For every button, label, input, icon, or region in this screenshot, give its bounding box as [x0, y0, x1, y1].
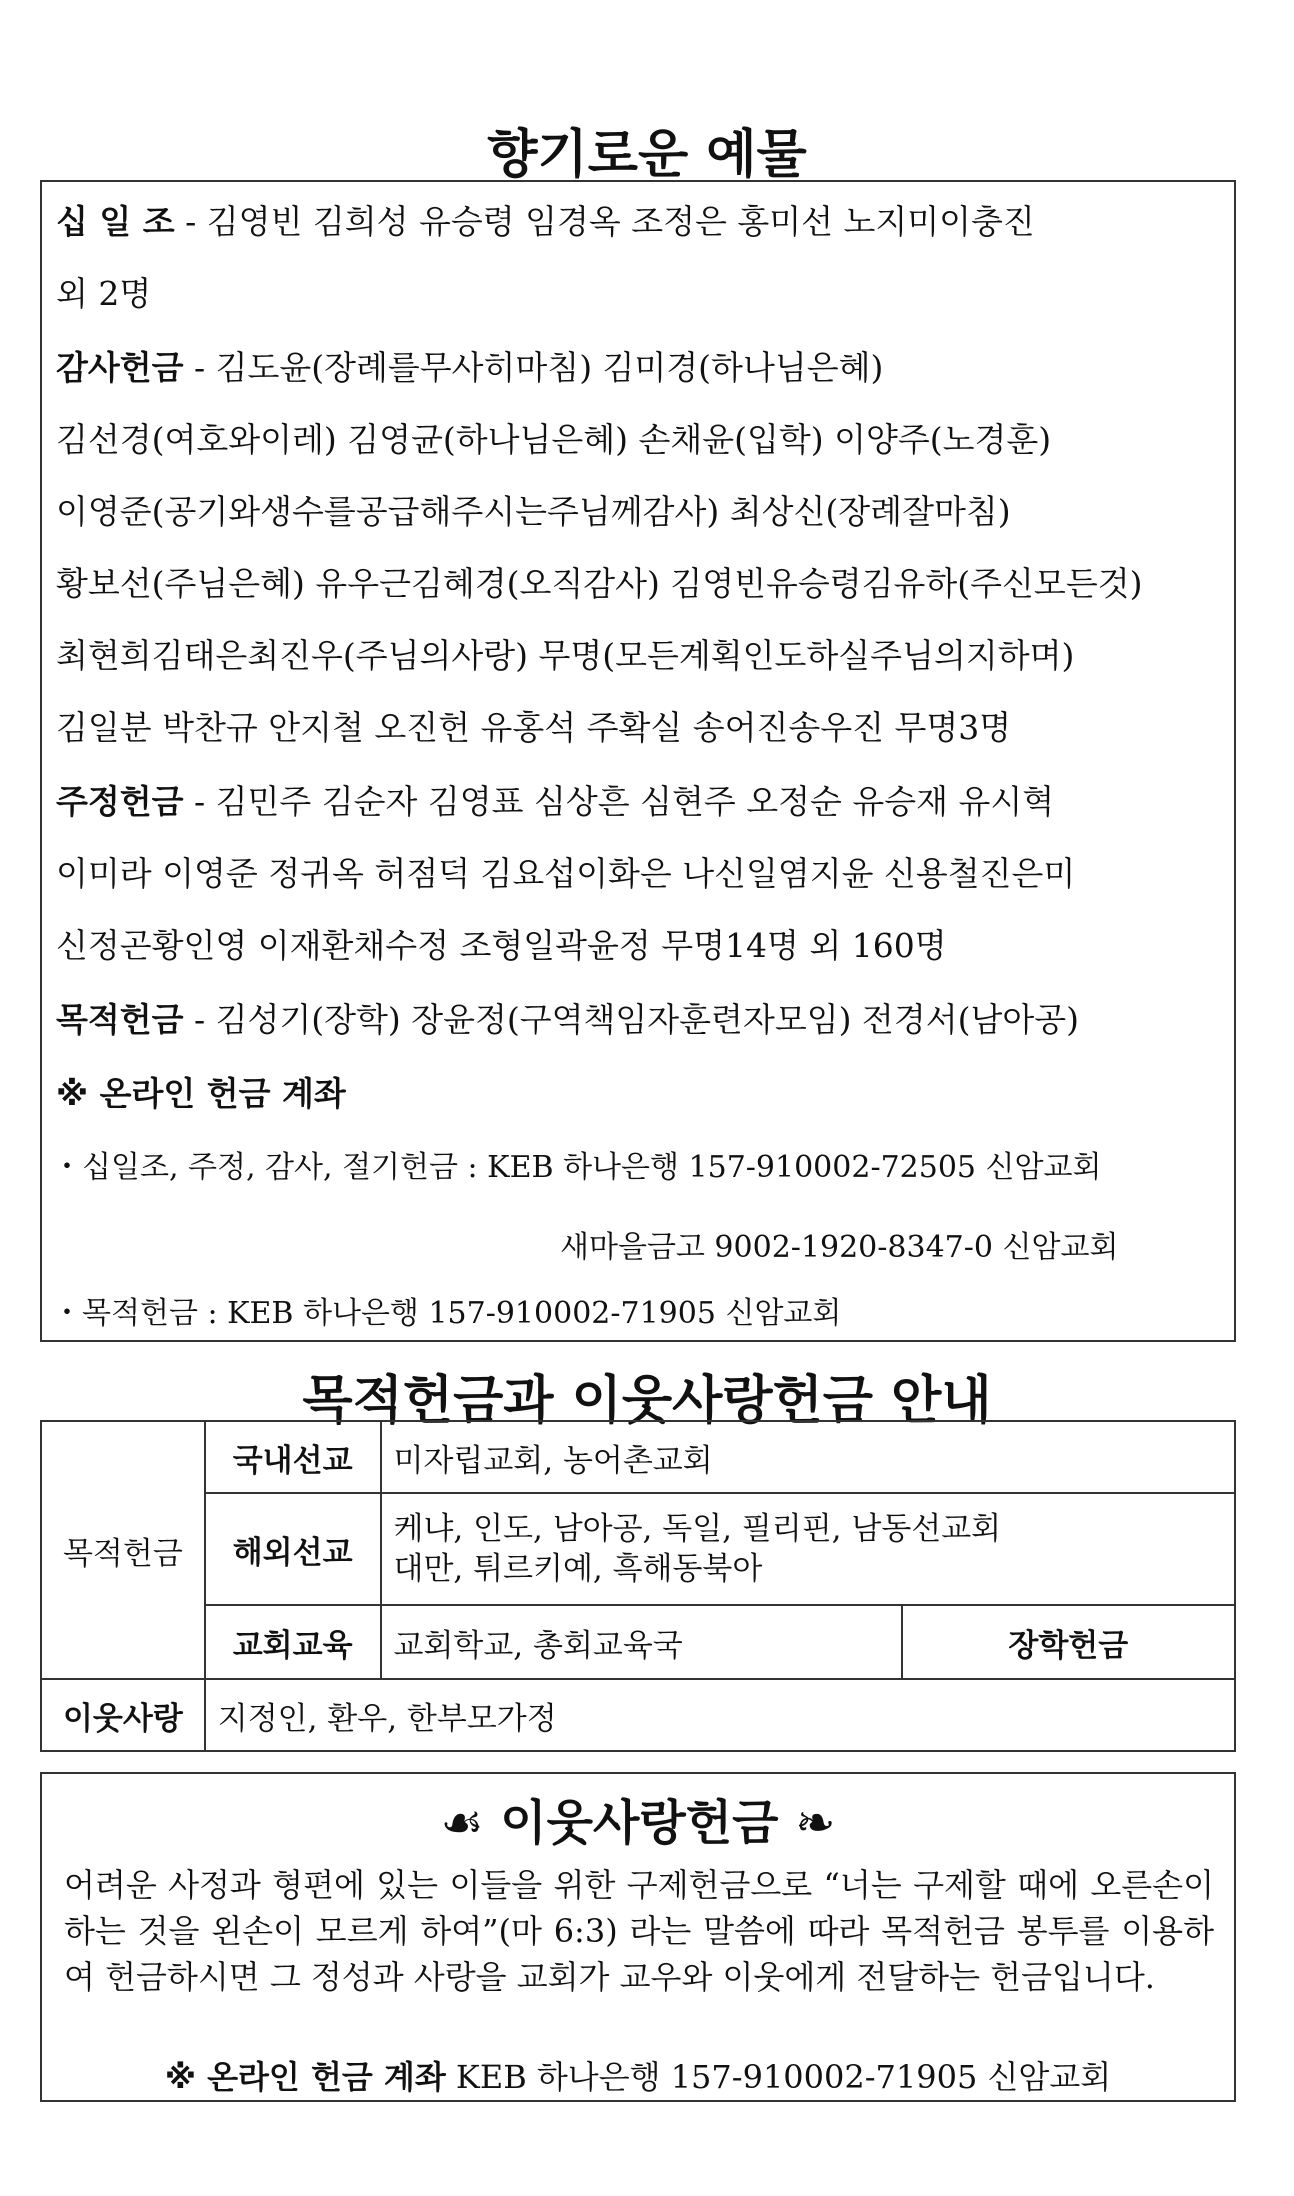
purpose-row-header: 목적헌금 — [41, 1421, 205, 1679]
neighbor-online-label: ※ 온라인 헌금 계좌 — [164, 2058, 446, 2096]
guide-title: 목적헌금과 이웃사랑헌금 안내 — [302, 1371, 992, 1431]
thanks-line-6: 김일분 박찬규 안지철 오진헌 유홍석 주확실 송어진송우진 무명3명 — [56, 708, 1012, 747]
neighbor-value: 지정인, 환우, 한부모가정 — [205, 1679, 1235, 1751]
tithe-names: - 김영빈 김희성 유승령 임경옥 조정은 홍미선 노지미이충진 — [185, 202, 1035, 241]
thanks-label: 감사헌금 — [56, 348, 184, 387]
online-title: ※ 온라인 헌금 계좌 — [56, 1074, 346, 1113]
weekly-line-3: 신정곤황인영 이재환채수정 조형일곽윤정 무명14명 외 160명 — [56, 926, 947, 965]
weekly-names-1: - 김민주 김순자 김영표 심상흔 심현주 오정순 유승재 유시혁 — [194, 782, 1055, 821]
thanks-names-1: - 김도윤(장례를무사히마침) 김미경(하나님은혜) — [194, 348, 884, 387]
tithe-line — [56, 196, 1035, 243]
ornament-left-icon: ☙ — [440, 1795, 484, 1851]
thanks-line-2: 김선경(여호와이레) 김영균(하나님은혜) 손채윤(입학) 이양주(노경훈) — [56, 420, 1052, 459]
scholarship-label: 장학헌금 — [902, 1605, 1235, 1679]
weekly-label: 주정헌금 — [56, 782, 184, 821]
neighbor-row-header: 이웃사랑 — [41, 1679, 205, 1751]
education-label: 교회교육 — [205, 1605, 381, 1679]
account-line-3: ・목적헌금 : KEB 하나은행 157-910002-71905 신암교회 — [52, 1296, 842, 1331]
neighbor-title — [42, 1784, 1234, 1853]
neighbor-online-number: KEB 하나은행 157-910002-71905 신암교회 — [455, 2058, 1112, 2096]
tithe-label: 십 일 조 — [56, 202, 175, 241]
overseas-value — [381, 1493, 1236, 1605]
offerings-title: 향기로운 예물 — [487, 125, 807, 185]
thanks-line-1 — [56, 342, 883, 389]
thanks-line-4: 황보선(주님은혜) 유우근김혜경(오직감사) 김영빈유승령김유하(주신모든것) — [56, 564, 1143, 603]
weekly-line-2: 이미라 이영준 정귀옥 허점덕 김요섭이화은 나신일염지윤 신용철진은미 — [56, 854, 1076, 893]
overseas-value-line-1: 케냐, 인도, 남아공, 독일, 필리핀, 남동선교회 — [393, 1511, 1002, 1547]
thanks-line-3: 이영준(공기와생수를공급해주시는주님께감사) 최상신(장례잘마침) — [56, 492, 1011, 531]
overseas-label: 해외선교 — [205, 1493, 381, 1605]
purpose-label: 목적헌금 — [56, 1000, 184, 1039]
purpose-line — [56, 994, 1079, 1041]
neighbor-description: 어려운 사정과 형편에 있는 이들을 위한 구제헌금으로 “너는 구제할 때에 오른손이 하는 것을 왼손이 모르게 하여”(마 6:3) 라는 말씀에 따라 목적헌금 봉투를 이용하여 헌금하시면 그 정성과 사랑을 교회가 교우와 이웃에게 전달하는 헌금입니다. — [64, 1866, 1214, 1996]
education-value: 교회학교, 총회교육국 — [381, 1605, 902, 1679]
domestic-label: 국내선교 — [205, 1421, 381, 1493]
offerings-box — [40, 180, 1236, 1342]
overseas-value-line-2: 대만, 튀르키예, 흑해동북아 — [393, 1551, 763, 1587]
neighbor-offering-box — [40, 1772, 1236, 2102]
neighbor-title-text: 이웃사랑헌금 — [500, 1795, 779, 1851]
purpose-names: - 김성기(장학) 장윤정(구역책임자훈련자모임) 전경서(남아공) — [194, 1000, 1079, 1039]
tithe-more: 외 2명 — [56, 274, 152, 313]
offering-guide-table — [40, 1420, 1236, 1752]
account-line-1: ・십일조, 주정, 감사, 절기헌금 : KEB 하나은행 157-910002-72505 신암교회 — [52, 1150, 1102, 1185]
ornament-right-icon: ❧ — [795, 1795, 836, 1851]
account-line-2: 새마을금고 9002-1920-8347-0 신암교회 — [560, 1230, 1119, 1265]
thanks-line-5: 최현희김태은최진우(주님의사랑) 무명(모든계획인도하실주님의지하며) — [56, 636, 1075, 675]
weekly-line-1 — [56, 776, 1054, 823]
domestic-value: 미자립교회, 농어촌교회 — [381, 1421, 1236, 1493]
neighbor-online-account — [42, 2052, 1234, 2098]
